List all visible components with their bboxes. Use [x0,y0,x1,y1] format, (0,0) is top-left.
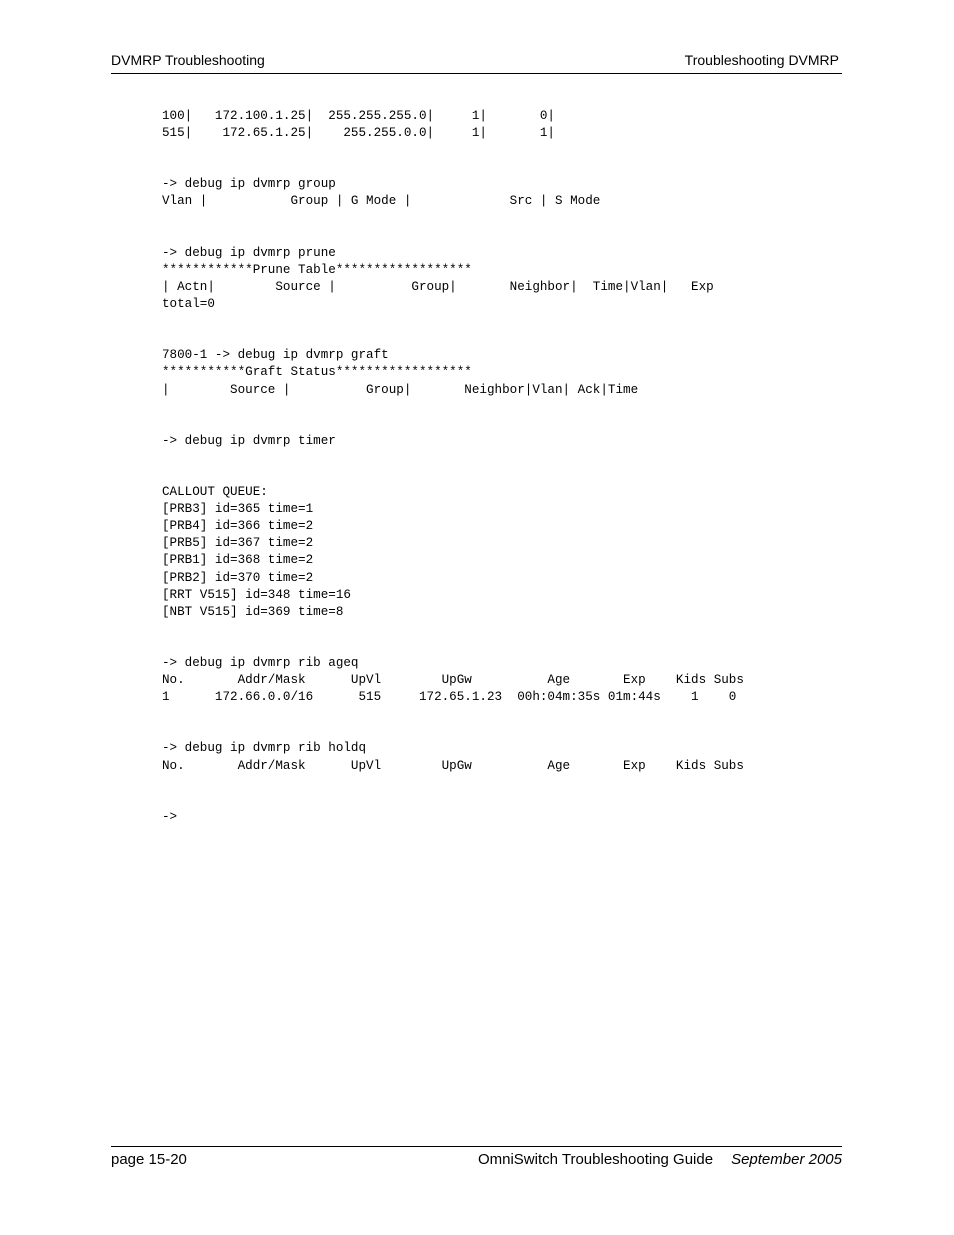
cli-line [162,399,744,416]
footer-doc-title: OmniSwitch Troubleshooting Guide [477,1151,714,1168]
cli-line: 7800-1 -> debug ip dvmrp graft [162,348,389,363]
cli-line [162,706,744,723]
page-header [111,51,842,74]
cli-line [162,211,744,228]
cli-line: -> debug ip dvmrp group [162,177,336,192]
cli-line: -> debug ip dvmrp rib holdq [162,741,367,756]
cli-output-block [162,108,744,826]
cli-line [162,142,744,159]
cli-line: -> [162,809,178,824]
cli-line: 100| 172.100.1.25| 255.255.255.0| 1| 0| [162,109,555,123]
footer-doc-date: September 2005 [731,1151,842,1168]
cli-line [162,792,744,809]
cli-line: 515| 172.65.1.25| 255.255.0.0| 1| 1| [162,126,555,141]
cli-line: No. Addr/Mask UpVl UpGw Age Exp Kids Subs [162,673,744,688]
cli-line [162,159,744,176]
cli-line [162,416,744,433]
cli-line: 1 172.66.0.0/16 515 172.65.1.23 00h:04m:35s 01m:44s 1 0 [162,690,737,705]
cli-line: No. Addr/Mask UpVl UpGw Age Exp Kids Subs [162,758,744,773]
cli-line: -> debug ip dvmrp prune [162,245,336,260]
footer-doc-info [478,1151,842,1168]
header-chapter-title: Troubleshooting DVMRP [684,52,839,68]
cli-line: | Source | Group| Neighbor|Vlan| Ack|Time [162,382,639,397]
cli-line: Vlan | Group | G Mode | Src | S Mode [162,194,601,209]
cli-line [162,330,744,347]
cli-line: [PRB2] id=370 time=2 [162,570,314,585]
page-number: page 15-20 [111,1151,187,1168]
cli-line: [PRB5] id=367 time=2 [162,536,314,551]
cli-line: total=0 [162,297,215,312]
cli-line: | Actn| Source | Group| Neighbor| Time|Vlan| Exp [162,279,714,294]
cli-line: ***********Graft Status****************** [162,365,472,380]
cli-line: [PRB1] id=368 time=2 [162,553,314,568]
cli-line: [NBT V515] id=369 time=8 [162,604,344,619]
cli-line [162,228,744,245]
cli-line: [PRB3] id=365 time=1 [162,502,314,517]
cli-line: -> debug ip dvmrp rib ageq [162,656,359,670]
cli-line: CALLOUT QUEUE: [162,485,268,500]
cli-line: [PRB4] id=366 time=2 [162,519,314,534]
cli-line [162,723,744,740]
cli-line [162,467,744,484]
cli-line [162,621,744,638]
page-footer [111,1146,842,1175]
cli-line [162,638,744,655]
cli-line [162,775,744,792]
cli-line [162,313,744,330]
cli-line: ************Prune Table****************** [162,262,472,277]
cli-line: -> debug ip dvmrp timer [162,433,336,448]
cli-line [162,450,744,467]
header-section-title: DVMRP Troubleshooting [111,52,265,68]
cli-line: [RRT V515] id=348 time=16 [162,587,351,602]
